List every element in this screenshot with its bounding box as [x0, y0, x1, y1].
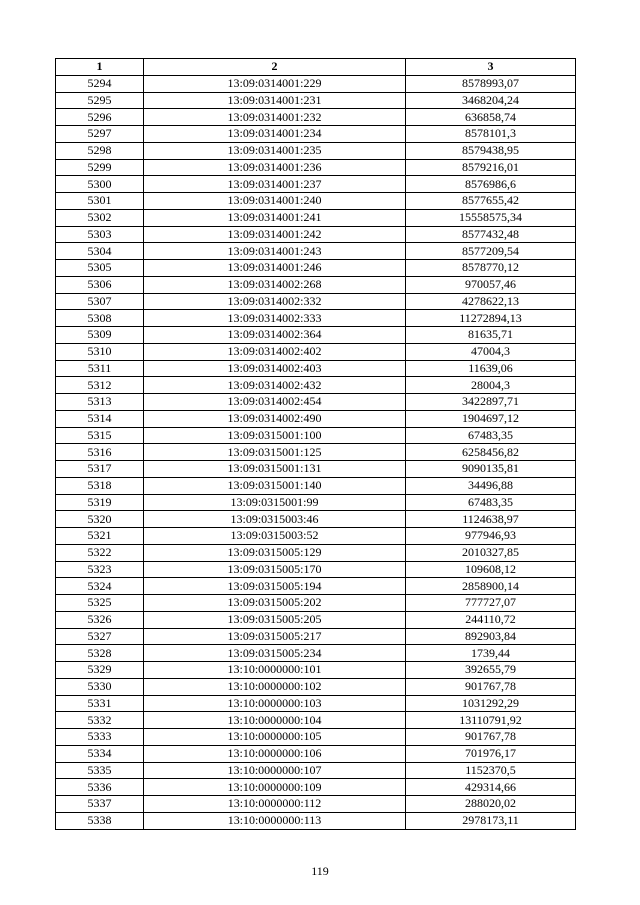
table-row: [56, 477, 576, 494]
table-row: [56, 109, 576, 126]
table-row: [56, 729, 576, 746]
table-row: [56, 176, 576, 193]
row-number-cell: 5333: [56, 729, 144, 746]
cadastral-number-cell: 13:09:0314001:236: [144, 159, 406, 176]
row-number-cell: 5319: [56, 494, 144, 511]
table-row: [56, 645, 576, 662]
value-cell: 3468204,24: [406, 92, 576, 109]
row-number-cell: 5300: [56, 176, 144, 193]
table-row: [56, 528, 576, 545]
table-body: [56, 75, 576, 829]
value-cell: 1904697,12: [406, 410, 576, 427]
row-number-cell: 5309: [56, 327, 144, 344]
cadastral-number-cell: 13:09:0314001:234: [144, 126, 406, 143]
table-row: [56, 243, 576, 260]
table-row: [56, 142, 576, 159]
table-header-row: [56, 59, 576, 76]
value-cell: 13110791,92: [406, 712, 576, 729]
row-number-cell: 5335: [56, 762, 144, 779]
value-cell: 11639,06: [406, 360, 576, 377]
table-row: [56, 662, 576, 679]
table-row: [56, 611, 576, 628]
table-row: [56, 494, 576, 511]
cadastral-number-cell: 13:09:0315001:100: [144, 427, 406, 444]
table-row: [56, 360, 576, 377]
cadastral-number-cell: 13:09:0314002:332: [144, 293, 406, 310]
row-number-cell: 5323: [56, 561, 144, 578]
row-number-cell: 5312: [56, 377, 144, 394]
table-row: [56, 561, 576, 578]
table-row: [56, 126, 576, 143]
value-cell: 288020,02: [406, 796, 576, 813]
cadastral-number-cell: 13:09:0315001:99: [144, 494, 406, 511]
cadastral-number-cell: 13:09:0315005:194: [144, 578, 406, 595]
cadastral-number-cell: 13:09:0315005:129: [144, 544, 406, 561]
table-row: [56, 511, 576, 528]
value-cell: 1739,44: [406, 645, 576, 662]
cadastral-number-cell: 13:09:0314001:235: [144, 142, 406, 159]
cadastral-number-cell: 13:09:0315005:205: [144, 611, 406, 628]
cadastral-number-cell: 13:09:0314002:490: [144, 410, 406, 427]
row-number-cell: 5325: [56, 595, 144, 612]
value-cell: 28004,3: [406, 377, 576, 394]
row-number-cell: 5334: [56, 745, 144, 762]
value-cell: 109608,12: [406, 561, 576, 578]
cadastral-number-cell: 13:09:0314002:402: [144, 343, 406, 360]
value-cell: 892903,84: [406, 628, 576, 645]
row-number-cell: 5327: [56, 628, 144, 645]
value-cell: 1152370,5: [406, 762, 576, 779]
value-cell: 15558575,34: [406, 209, 576, 226]
row-number-cell: 5303: [56, 226, 144, 243]
data-table: [55, 58, 576, 830]
cadastral-number-cell: 13:10:0000000:113: [144, 812, 406, 829]
cadastral-number-cell: 13:10:0000000:105: [144, 729, 406, 746]
table-row: [56, 394, 576, 411]
row-number-cell: 5310: [56, 343, 144, 360]
table-row: [56, 377, 576, 394]
value-cell: 8578993,07: [406, 75, 576, 92]
value-cell: 67483,35: [406, 494, 576, 511]
cadastral-number-cell: 13:09:0314001:243: [144, 243, 406, 260]
row-number-cell: 5297: [56, 126, 144, 143]
cadastral-number-cell: 13:09:0314002:333: [144, 310, 406, 327]
row-number-cell: 5337: [56, 796, 144, 813]
value-cell: 2978173,11: [406, 812, 576, 829]
cadastral-number-cell: 13:09:0314002:268: [144, 276, 406, 293]
value-cell: 9090135,81: [406, 461, 576, 478]
value-cell: 8579216,01: [406, 159, 576, 176]
value-cell: 8577655,42: [406, 193, 576, 210]
cadastral-number-cell: 13:09:0314002:454: [144, 394, 406, 411]
cadastral-number-cell: 13:09:0314002:364: [144, 327, 406, 344]
row-number-cell: 5338: [56, 812, 144, 829]
row-number-cell: 5302: [56, 209, 144, 226]
cadastral-number-cell: 13:10:0000000:102: [144, 678, 406, 695]
cadastral-number-cell: 13:10:0000000:112: [144, 796, 406, 813]
table-row: [56, 695, 576, 712]
table-row: [56, 193, 576, 210]
row-number-cell: 5318: [56, 477, 144, 494]
value-cell: 244110,72: [406, 611, 576, 628]
row-number-cell: 5321: [56, 528, 144, 545]
cadastral-number-cell: 13:09:0314001:242: [144, 226, 406, 243]
value-cell: 970057,46: [406, 276, 576, 293]
row-number-cell: 5295: [56, 92, 144, 109]
cadastral-number-cell: 13:09:0315005:202: [144, 595, 406, 612]
table-row: [56, 812, 576, 829]
cadastral-number-cell: 13:09:0315005:234: [144, 645, 406, 662]
cadastral-number-cell: 13:10:0000000:107: [144, 762, 406, 779]
value-cell: 8576986,6: [406, 176, 576, 193]
cadastral-number-cell: 13:10:0000000:101: [144, 662, 406, 679]
cadastral-number-cell: 13:09:0315003:52: [144, 528, 406, 545]
page-number: 119: [311, 864, 329, 878]
cadastral-number-cell: 13:10:0000000:109: [144, 779, 406, 796]
value-cell: 8577432,48: [406, 226, 576, 243]
row-number-cell: 5330: [56, 678, 144, 695]
table-row: [56, 779, 576, 796]
cadastral-number-cell: 13:09:0315001:131: [144, 461, 406, 478]
value-cell: 8578101,3: [406, 126, 576, 143]
column-header-3: 3: [406, 59, 576, 76]
row-number-cell: 5308: [56, 310, 144, 327]
cadastral-number-cell: 13:09:0314002:432: [144, 377, 406, 394]
value-cell: 67483,35: [406, 427, 576, 444]
cadastral-number-cell: 13:09:0315005:170: [144, 561, 406, 578]
cadastral-number-cell: 13:09:0315001:140: [144, 477, 406, 494]
row-number-cell: 5331: [56, 695, 144, 712]
table-row: [56, 327, 576, 344]
table-row: [56, 762, 576, 779]
table-row: [56, 796, 576, 813]
table-row: [56, 595, 576, 612]
value-cell: 4278622,13: [406, 293, 576, 310]
value-cell: 8578770,12: [406, 260, 576, 277]
table-row: [56, 444, 576, 461]
table-row: [56, 544, 576, 561]
value-cell: 8579438,95: [406, 142, 576, 159]
cadastral-number-cell: 13:10:0000000:104: [144, 712, 406, 729]
cadastral-number-cell: 13:09:0314001:237: [144, 176, 406, 193]
table-row: [56, 410, 576, 427]
value-cell: 636858,74: [406, 109, 576, 126]
row-number-cell: 5304: [56, 243, 144, 260]
cadastral-number-cell: 13:09:0314001:246: [144, 260, 406, 277]
table-row: [56, 75, 576, 92]
table-row: [56, 276, 576, 293]
value-cell: 6258456,82: [406, 444, 576, 461]
row-number-cell: 5324: [56, 578, 144, 595]
table-row: [56, 343, 576, 360]
value-cell: 429314,66: [406, 779, 576, 796]
cadastral-number-cell: 13:09:0314002:403: [144, 360, 406, 377]
cadastral-number-cell: 13:09:0314001:240: [144, 193, 406, 210]
value-cell: 8577209,54: [406, 243, 576, 260]
row-number-cell: 5294: [56, 75, 144, 92]
value-cell: 1031292,29: [406, 695, 576, 712]
value-cell: 1124638,97: [406, 511, 576, 528]
table-row: [56, 628, 576, 645]
column-header-1: 1: [56, 59, 144, 76]
value-cell: 2010327,85: [406, 544, 576, 561]
table-row: [56, 745, 576, 762]
row-number-cell: 5311: [56, 360, 144, 377]
column-header-2: 2: [144, 59, 406, 76]
row-number-cell: 5317: [56, 461, 144, 478]
table-row: [56, 427, 576, 444]
value-cell: 11272894,13: [406, 310, 576, 327]
row-number-cell: 5307: [56, 293, 144, 310]
table-row: [56, 578, 576, 595]
row-number-cell: 5336: [56, 779, 144, 796]
table-row: [56, 678, 576, 695]
row-number-cell: 5326: [56, 611, 144, 628]
cadastral-number-cell: 13:09:0315005:217: [144, 628, 406, 645]
cadastral-number-cell: 13:09:0314001:241: [144, 209, 406, 226]
table-row: [56, 712, 576, 729]
table-row: [56, 159, 576, 176]
row-number-cell: 5329: [56, 662, 144, 679]
row-number-cell: 5328: [56, 645, 144, 662]
value-cell: 2858900,14: [406, 578, 576, 595]
value-cell: 47004,3: [406, 343, 576, 360]
value-cell: 777727,07: [406, 595, 576, 612]
value-cell: 977946,93: [406, 528, 576, 545]
cadastral-number-cell: 13:09:0314001:229: [144, 75, 406, 92]
row-number-cell: 5298: [56, 142, 144, 159]
row-number-cell: 5301: [56, 193, 144, 210]
cadastral-number-cell: 13:10:0000000:103: [144, 695, 406, 712]
cadastral-number-cell: 13:09:0314001:232: [144, 109, 406, 126]
row-number-cell: 5306: [56, 276, 144, 293]
value-cell: 901767,78: [406, 729, 576, 746]
value-cell: 3422897,71: [406, 394, 576, 411]
row-number-cell: 5314: [56, 410, 144, 427]
table-row: [56, 310, 576, 327]
value-cell: 701976,17: [406, 745, 576, 762]
row-number-cell: 5320: [56, 511, 144, 528]
row-number-cell: 5332: [56, 712, 144, 729]
value-cell: 392655,79: [406, 662, 576, 679]
table-row: [56, 92, 576, 109]
value-cell: 34496,88: [406, 477, 576, 494]
row-number-cell: 5322: [56, 544, 144, 561]
table-row: [56, 260, 576, 277]
row-number-cell: 5315: [56, 427, 144, 444]
row-number-cell: 5313: [56, 394, 144, 411]
row-number-cell: 5299: [56, 159, 144, 176]
cadastral-number-cell: 13:09:0314001:231: [144, 92, 406, 109]
cadastral-number-cell: 13:10:0000000:106: [144, 745, 406, 762]
table-row: [56, 461, 576, 478]
row-number-cell: 5316: [56, 444, 144, 461]
table-row: [56, 293, 576, 310]
cadastral-number-cell: 13:09:0315001:125: [144, 444, 406, 461]
row-number-cell: 5305: [56, 260, 144, 277]
value-cell: 81635,71: [406, 327, 576, 344]
table-row: [56, 226, 576, 243]
row-number-cell: 5296: [56, 109, 144, 126]
value-cell: 901767,78: [406, 678, 576, 695]
table-row: [56, 209, 576, 226]
cadastral-number-cell: 13:09:0315003:46: [144, 511, 406, 528]
